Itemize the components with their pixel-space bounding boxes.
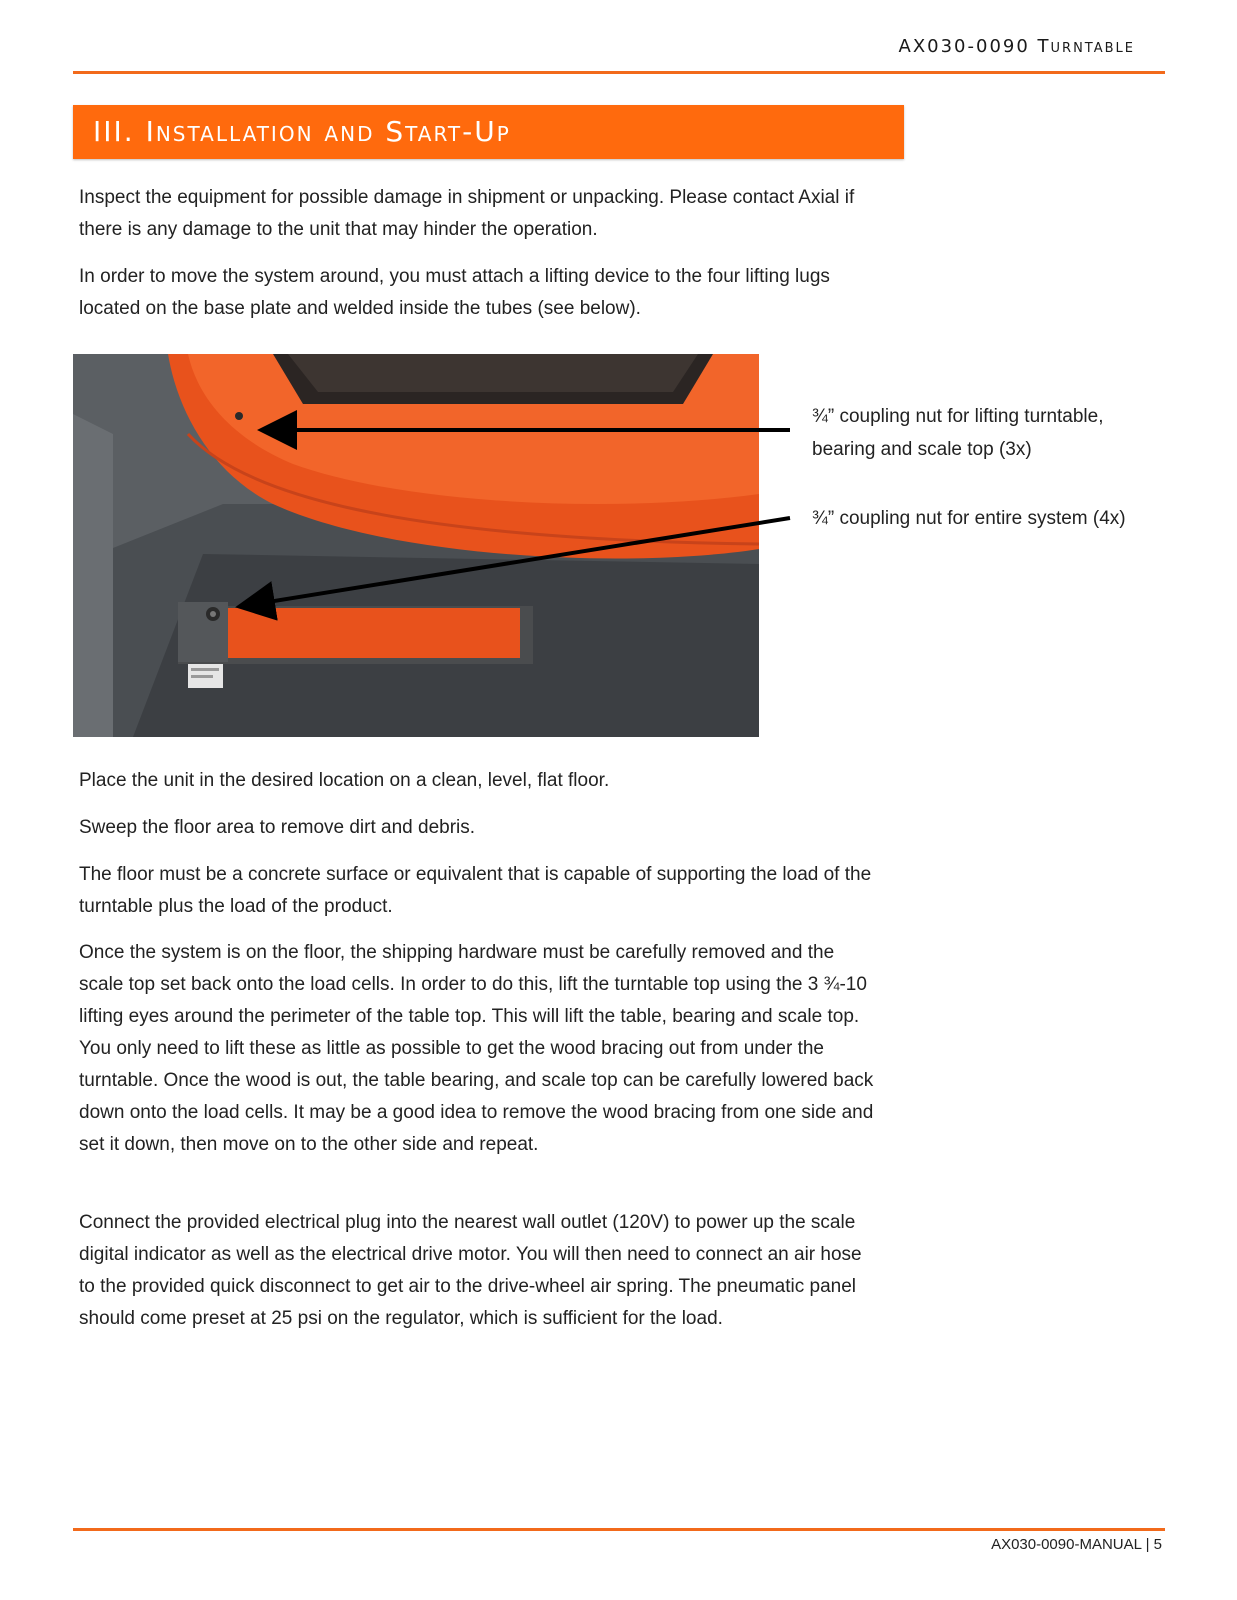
- paragraph-placement: Place the unit in the desired location on a clean, level, flat floor.: [79, 770, 610, 791]
- header-rule: [73, 71, 1165, 74]
- section-title: III. Installation and Start-Up: [93, 115, 511, 148]
- turntable-photo: [73, 354, 759, 737]
- paragraph-sweep: Sweep the floor area to remove dirt and debris.: [79, 817, 476, 838]
- paragraph-electrical: Connect the provided electrical plug into the nearest wall outlet (120V) to power up the scale digital indicator as well as the electrical drive motor. You will then need to connect an air hose to the provided quick disconnect to get air to the drive-wheel air spring. The pneumatic panel should come preset at 25 psi on the regulator, which is sufficient for the load.: [79, 1212, 862, 1329]
- paragraph-shipping-hardware: Once the system is on the floor, the shipping hardware must be carefully removed and the scale top set back onto the load cells. In order to do this, lift the turntable top using the 3 ¾-10 lifting eyes around the perimeter of the table top. This will lift the table, bearing and scale top. You only need to lift these as little as possible to get the wood bracing out from under the turntable. Once the wood is out, the table bearing, and scale top can be carefully lowered back down onto the load cells. It may be a good idea to remove the wood bracing from one side and set it down, then move on to the other side and repeat.: [79, 942, 874, 1155]
- paragraph-inspect: Inspect the equipment for possible damage in shipment or unpacking. Please contact Axial if there is any damage to the unit that may hinder the operation.: [79, 187, 855, 240]
- running-header: AX030-0090 Turntable: [898, 36, 1135, 57]
- footer-rule: [73, 1528, 1165, 1531]
- callout-bottom: ¾” coupling nut for entire system (4x): [812, 508, 1126, 529]
- callout-top: ¾” coupling nut for lifting turntable, bearing and scale top (3x): [812, 406, 1104, 460]
- paragraph-lifting: In order to move the system around, you must attach a lifting device to the four lifting lugs located on the base plate and welded inside the tubes (see below).: [79, 266, 830, 319]
- page-footer: AX030-0090-MANUAL | 5: [991, 1536, 1162, 1553]
- section-banner: [73, 105, 904, 159]
- paragraph-floor: The floor must be a concrete surface or equivalent that is capable of supporting the load of the turntable plus the load of the product.: [79, 864, 872, 917]
